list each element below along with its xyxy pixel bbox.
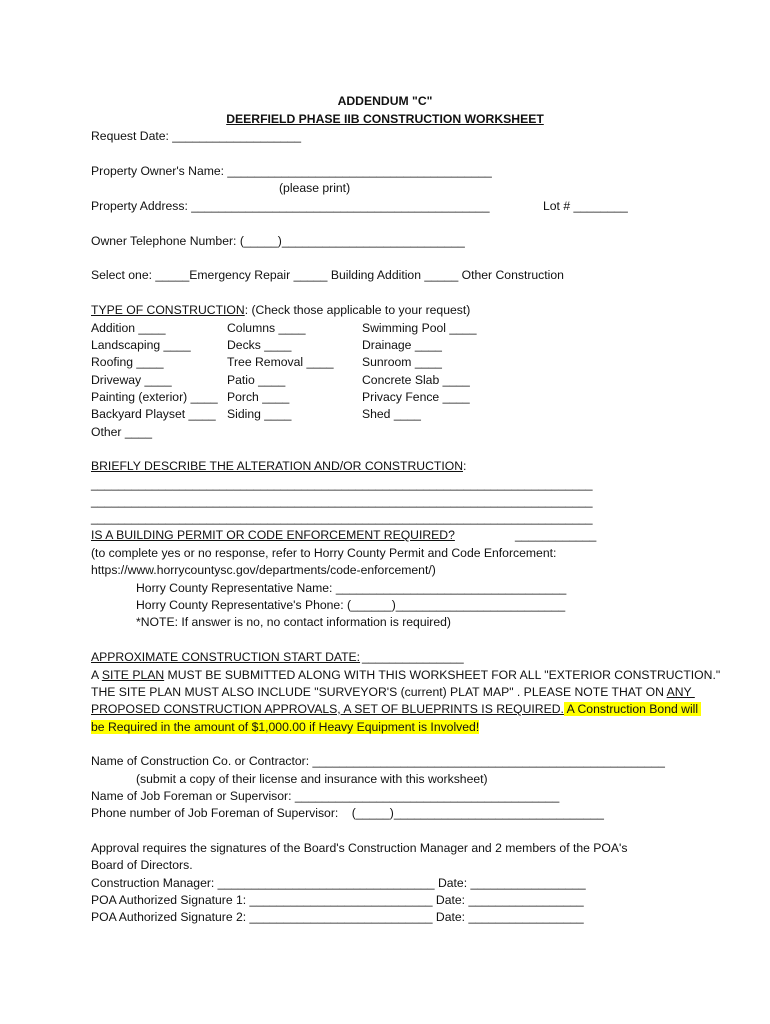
permit-note: (to complete yes or no response, refer to Horry County Permit and Code Enforcement: <box>91 546 557 560</box>
type-of-construction-line <box>91 302 470 319</box>
owner-phone-field[interactable]: Owner Telephone Number: (_____)___________________________ <box>91 234 465 248</box>
describe-blank-line[interactable]: __________________________________________________________________________ <box>91 511 593 525</box>
site-plan-line-4 <box>91 719 479 736</box>
start-date-field[interactable]: _______________ <box>362 650 464 664</box>
worksheet-title: DEERFIELD PHASE IIB CONSTRUCTION WORKSHEET <box>226 112 544 126</box>
poa-signature-1[interactable]: POA Authorized Signature 1: ___________________________ Date: _________________ <box>91 893 584 907</box>
permit-answer-field[interactable]: ____________ <box>515 528 597 542</box>
type-option[interactable]: Addition ____ <box>91 321 166 335</box>
site-plan-line-3: PROPOSED CONSTRUCTION APPROVALS, A SET OF BLUEPRINTS IS REQUIRED. A Construction Bond will <box>91 702 702 716</box>
lot-field[interactable]: Lot # ________ <box>543 199 628 213</box>
type-option[interactable]: Shed ____ <box>362 407 421 421</box>
site-plan-line-1: A SITE PLAN MUST BE SUBMITTED ALONG WITH THIS WORKSHEET FOR ALL "EXTERIOR CONSTRUCTION." <box>91 668 721 682</box>
type-option[interactable]: Tree Removal ____ <box>227 355 334 369</box>
type-option[interactable]: Sunroom ____ <box>362 355 442 369</box>
contractor-note: (submit a copy of their license and insurance with this worksheet) <box>136 772 488 786</box>
type-option[interactable]: Columns ____ <box>227 321 306 335</box>
type-option[interactable]: Porch ____ <box>227 390 290 404</box>
type-option[interactable]: Backyard Playset ____ <box>91 407 216 421</box>
type-option[interactable]: Privacy Fence ____ <box>362 390 470 404</box>
type-heading: TYPE OF CONSTRUCTION <box>91 303 245 317</box>
type-option[interactable]: Concrete Slab ____ <box>362 373 470 387</box>
type-option[interactable]: Landscaping ____ <box>91 338 191 352</box>
type-option[interactable]: Roofing ____ <box>91 355 164 369</box>
describe-blank-line[interactable]: __________________________________________________________________________ <box>91 477 593 491</box>
start-date-label: APPROXIMATE CONSTRUCTION START DATE: <box>91 650 361 664</box>
type-option[interactable]: Patio ____ <box>227 373 286 387</box>
type-option[interactable]: Painting (exterior) ____ <box>91 390 218 404</box>
site-plan-term: SITE PLAN <box>101 668 165 682</box>
please-print-note: (please print) <box>279 181 351 195</box>
addendum-heading: ADDENDUM "C" <box>337 94 433 108</box>
type-instructions: : (Check those applicable to your request) <box>244 303 471 317</box>
construction-bond-highlight: A Construction Bond will <box>563 702 702 716</box>
type-option[interactable]: Siding ____ <box>227 407 292 421</box>
type-option[interactable]: Driveway ____ <box>91 373 172 387</box>
approval-text: Approval requires the signatures of the Board's Construction Manager and 2 members of the POA's <box>91 841 628 855</box>
contractor-field[interactable]: Name of Construction Co. or Contractor: ____________________________________________________ <box>91 754 665 768</box>
approval-text: Board of Directors. <box>91 858 193 872</box>
type-option[interactable]: Decks ____ <box>227 338 292 352</box>
type-option[interactable]: Other ____ <box>91 425 152 439</box>
foreman-field[interactable]: Name of Job Foreman or Supervisor: _______________________________________ <box>91 789 560 803</box>
type-option[interactable]: Drainage ____ <box>362 338 442 352</box>
describe-heading: BRIEFLY DESCRIBE THE ALTERATION AND/OR CONSTRUCTION <box>91 459 463 473</box>
rep-phone-field[interactable]: Horry County Representative's Phone: (______)_________________________ <box>136 598 566 612</box>
select-one-line[interactable]: Select one: _____Emergency Repair _____ Building Addition _____ Other Construction <box>91 268 564 282</box>
property-address-field[interactable]: Property Address: ____________________________________________ <box>91 199 490 213</box>
any-emphasis: ANY <box>666 685 695 699</box>
type-option[interactable]: Swimming Pool ____ <box>362 321 477 335</box>
describe-blank-line[interactable]: __________________________________________________________________________ <box>91 494 593 508</box>
permit-url: https://www.horrycountysc.gov/departments/code-enforcement/) <box>91 563 436 577</box>
describe-heading-line: BRIEFLY DESCRIBE THE ALTERATION AND/OR CONSTRUCTION: <box>91 459 467 473</box>
permit-question: IS A BUILDING PERMIT OR CODE ENFORCEMENT REQUIRED? <box>91 528 455 542</box>
foreman-phone-field[interactable]: Phone number of Job Foreman of Supervisor: (_____)_______________________________ <box>91 806 604 820</box>
owner-name-field[interactable]: Property Owner's Name: _______________________________________ <box>91 164 492 178</box>
site-plan-line-2: THE SITE PLAN MUST ALSO INCLUDE "SURVEYOR'S (current) PLAT MAP" . PLEASE NOTE THAT ON ANY <box>91 685 695 699</box>
construction-bond-highlight: be Required in the amount of $1,000.00 if Heavy Equipment is Involved! <box>91 720 480 734</box>
poa-signature-2[interactable]: POA Authorized Signature 2: ___________________________ Date: _________________ <box>91 910 584 924</box>
request-date-field[interactable]: Request Date: ___________________ <box>91 129 302 143</box>
rep-name-field[interactable]: Horry County Representative Name: __________________________________ <box>136 581 567 595</box>
construction-manager-signature[interactable]: Construction Manager: ________________________________ Date: _________________ <box>91 876 586 890</box>
rep-note: *NOTE: If answer is no, no contact information is required) <box>136 615 451 629</box>
